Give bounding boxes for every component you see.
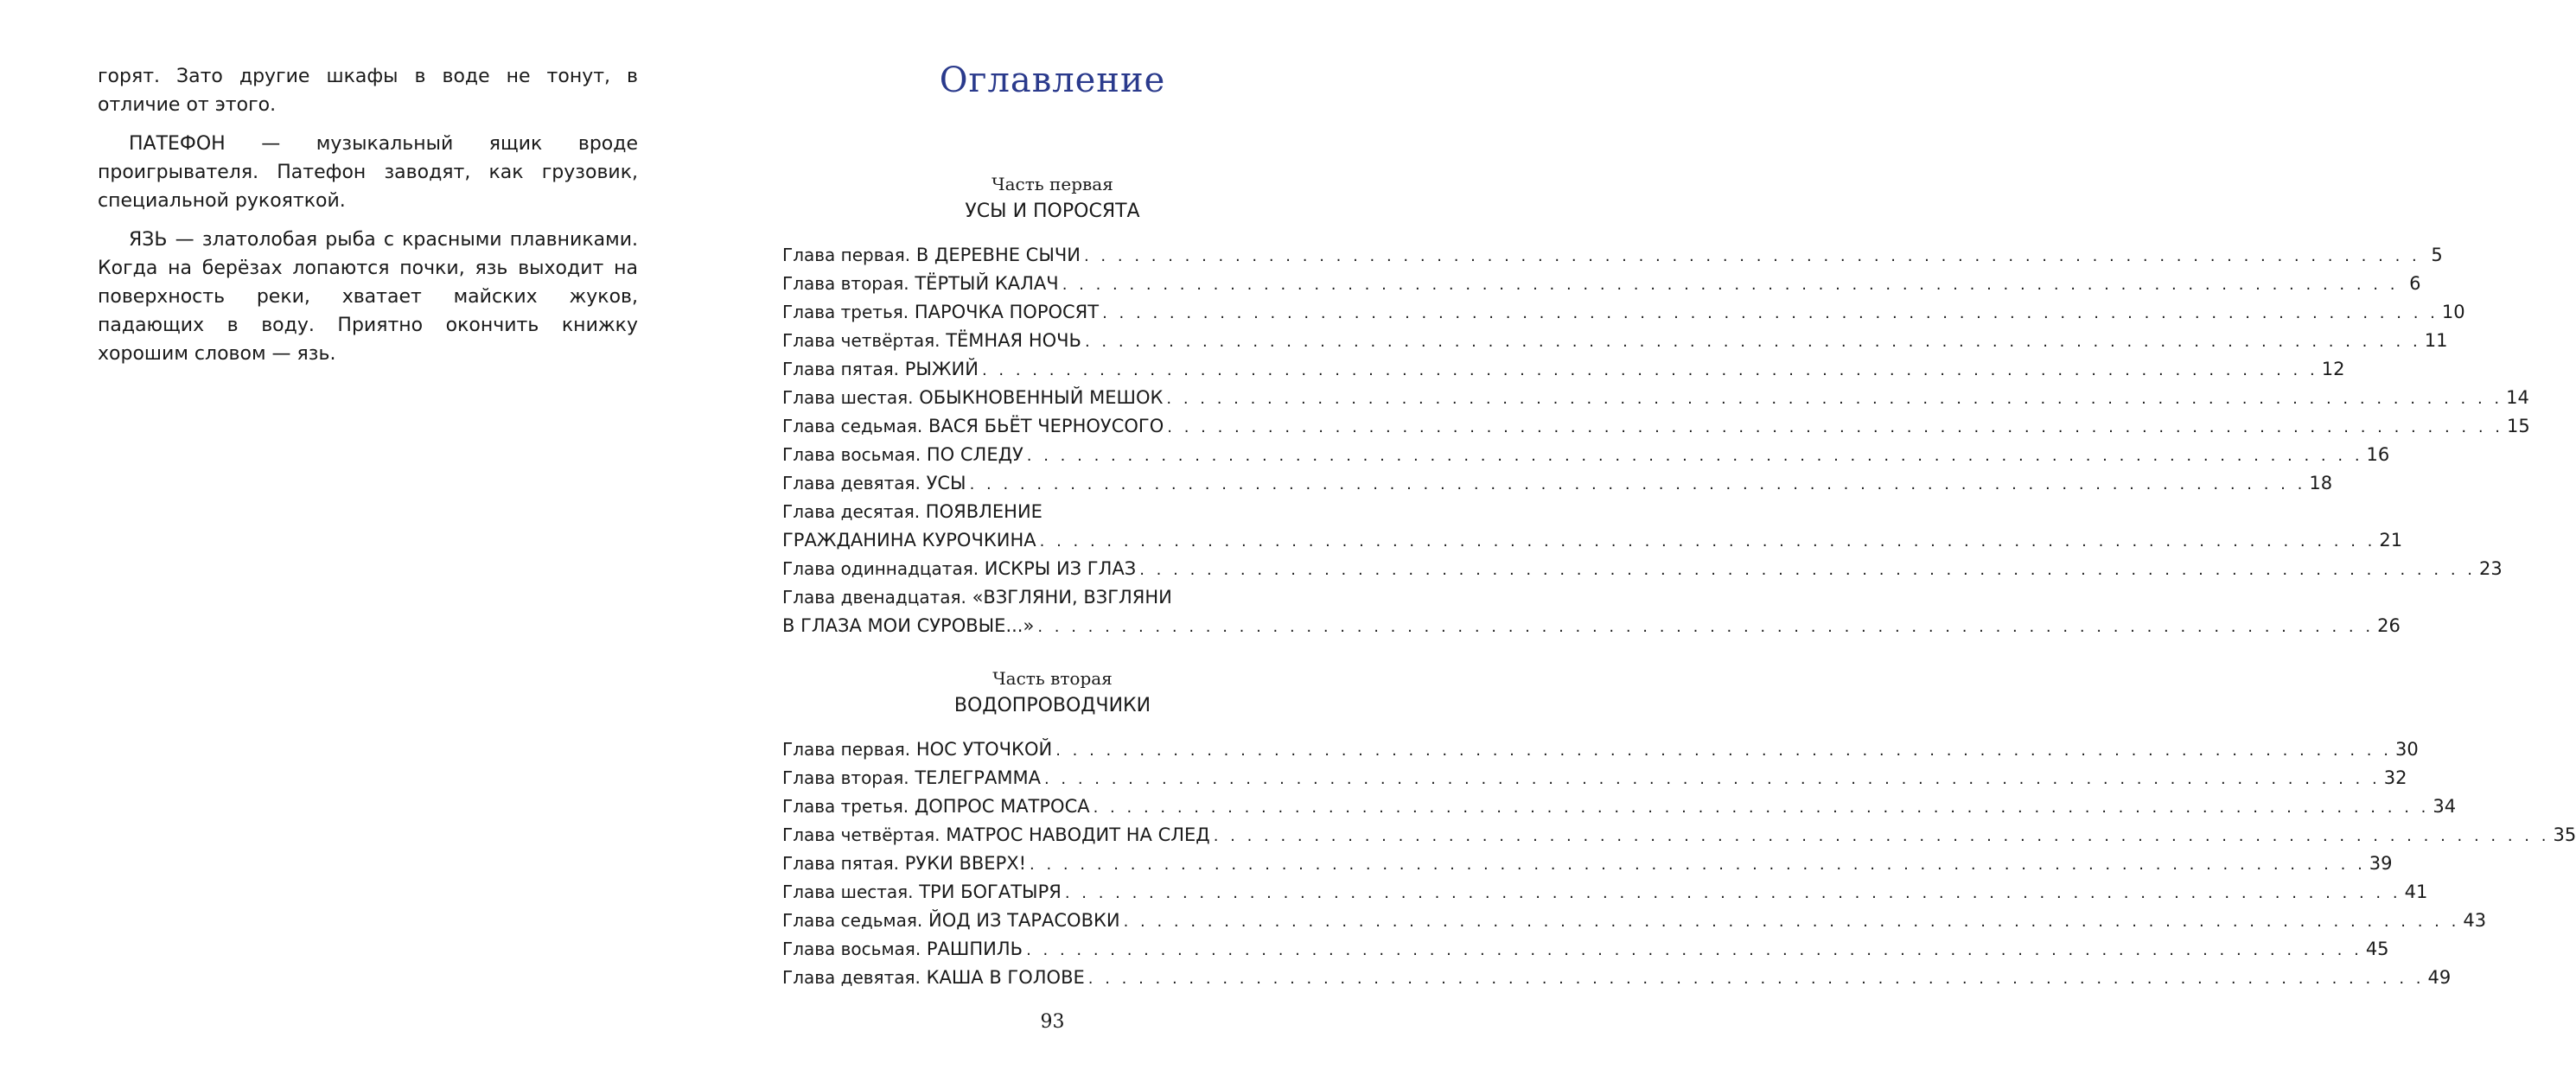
chapter-page: 34	[2433, 796, 2457, 817]
dot-leader: . . . . . . . . . . . . . . . . . . . . . . . . . . . . . . . . . . . . . . . . . . . . . . . . . . . . . . . . . . . . . . . . . . . . . . . . . . . . . . . .	[969, 475, 2306, 493]
dot-leader: . . . . . . . . . . . . . . . . . . . . . . . . . . . . . . . . . . . . . . . . . . . . . . . . . . . . . . . . . . . . . . . . . . . . . . . . . . . . . . . .	[1093, 799, 2430, 817]
chapter-page: 30	[2394, 739, 2419, 760]
chapter-title: РАШПИЛЬ	[926, 939, 1023, 959]
chapter-page: 43	[2463, 910, 2487, 931]
toc-entry[interactable]	[782, 555, 2503, 583]
dot-leader: . . . . . . . . . . . . . . . . . . . . . . . . . . . . . . . . . . . . . . . . . . . . . . . . . . . . . . . . . . . . . . . . . . . . . . . . . . . . . . . .	[1213, 827, 2550, 845]
dot-leader: . . . . . . . . . . . . . . . . . . . . . . . . . . . . . . . . . . . . . . . . . . . . . . . . . . . . . . . . . . . . . . . . . . . . . . . . . . . . . . . .	[1043, 770, 2381, 788]
chapter-page: 14	[2506, 387, 2529, 408]
dot-leader: . . . . . . . . . . . . . . . . . . . . . . . . . . . . . . . . . . . . . . . . . . . . . . . . . . . . . . . . . . . . . . . . . . . . . . . . . . . . . . . .	[1102, 304, 2439, 322]
chapter-title: ПО СЛЕДУ	[926, 444, 1023, 465]
chapter-page: 21	[2379, 530, 2403, 551]
chapter-page: 23	[2478, 558, 2503, 579]
paragraph-text: горят. Зато другие шкафы в воде не тонут, в отличие от этого.	[98, 66, 638, 116]
chapter-number: Глава седьмая.	[782, 910, 923, 931]
chapter-title: ДОПРОС МАТРОСА	[914, 796, 1090, 817]
part-two-title: ВОДОПРОВОДЧИКИ	[953, 695, 1151, 716]
chapter-number: Глава девятая.	[782, 967, 921, 988]
dot-leader: . . . . . . . . . . . . . . . . . . . . . . . . . . . . . . . . . . . . . . . . . . . . . . . . . . . . . . . . . . . . . . . . . . . . . . . . . . . . . . . .	[1123, 913, 2460, 931]
chapter-number: Глава вторая.	[782, 273, 909, 294]
chapter-title: ИСКРЫ ИЗ ГЛАЗ	[984, 558, 1137, 579]
chapter-title-line2: ГРАЖДАНИНА КУРОЧКИНА	[782, 530, 1036, 551]
chapter-number: Глава пятая.	[782, 359, 900, 379]
chapter-number: Глава девятая.	[782, 473, 921, 493]
chapter-page: 26	[2377, 615, 2401, 636]
glossary-entry-yaz	[98, 226, 638, 368]
chapter-number: Глава шестая.	[782, 387, 914, 408]
chapter-page: 16	[2366, 444, 2390, 465]
chapter-number: Глава пятая.	[782, 853, 900, 874]
toc-list-part-two	[782, 735, 2576, 992]
chapter-number: Глава двенадцатая.	[782, 587, 966, 608]
chapter-page: 12	[2321, 359, 2345, 379]
toc-entry[interactable]	[782, 907, 2487, 935]
dot-leader: . . . . . . . . . . . . . . . . . . . . . . . . . . . . . . . . . . . . . . . . . . . . . . . . . . . . . . . . . . . . . . . . . . . . . . . . . . . . . . . .	[1139, 561, 2476, 579]
toc-entry-continuation[interactable]	[782, 526, 2403, 555]
glossary-entry-patefon	[98, 130, 638, 215]
toc-entry[interactable]	[782, 441, 2390, 469]
dot-leader: . . . . . . . . . . . . . . . . . . . . . . . . . . . . . . . . . . . . . . . . . . . . . . . . . . . . . . . . . . . . . . . . . . . . . . . . . . . . . . . .	[1037, 618, 2375, 636]
dot-leader: . . . . . . . . . . . . . . . . . . . . . . . . . . . . . . . . . . . . . . . . . . . . . . . . . . . . . . . . . . . . . . . . . . . . . . . . . . . . . . . .	[1083, 247, 2420, 265]
dot-leader: . . . . . . . . . . . . . . . . . . . . . . . . . . . . . . . . . . . . . . . . . . . . . . . . . . . . . . . . . . . . . . . . . . . . . . . . . . . . . . . .	[1087, 970, 2425, 988]
chapter-title: НОС УТОЧКОЙ	[915, 739, 1053, 760]
chapter-number: Глава первая.	[782, 245, 911, 265]
chapter-page: 5	[2431, 245, 2443, 265]
toc-entry[interactable]	[782, 878, 2428, 907]
toc-entry[interactable]	[782, 241, 2443, 270]
left-page	[98, 62, 638, 379]
chapter-page: 32	[2383, 767, 2407, 788]
paragraph-continuation	[98, 62, 638, 119]
part-one-title: УСЫ И ПОРОСЯТА	[965, 200, 1140, 222]
dot-leader: . . . . . . . . . . . . . . . . . . . . . . . . . . . . . . . . . . . . . . . . . . . . . . . . . . . . . . . . . . . . . . . . . . . . . . . . . . . . . . . .	[1039, 532, 2376, 551]
chapter-page: 49	[2427, 967, 2452, 988]
page-number: 93	[1040, 1011, 1065, 1033]
dot-leader: . . . . . . . . . . . . . . . . . . . . . . . . . . . . . . . . . . . . . . . . . . . . . . . . . . . . . . . . . . . . . . . . . . . . . . . . . . . . . . . .	[1166, 390, 2503, 408]
toc-entry[interactable]	[782, 935, 2389, 964]
chapter-page: 18	[2309, 473, 2333, 493]
toc-entry[interactable]	[782, 469, 2333, 498]
chapter-title: УСЫ	[926, 473, 966, 493]
chapter-number: Глава седьмая.	[782, 416, 923, 436]
toc-entry[interactable]	[782, 355, 2345, 384]
toc-entry[interactable]	[782, 821, 2576, 850]
toc-entry[interactable]	[782, 270, 2421, 298]
dot-leader: . . . . . . . . . . . . . . . . . . . . . . . . . . . . . . . . . . . . . . . . . . . . . . . . . . . . . . . . . . . . . . . . . . . . . . . . . . . . . . . .	[1055, 741, 2392, 760]
chapter-page: 45	[2365, 939, 2389, 959]
chapter-title-line2: В ГЛАЗА МОИ СУРОВЫЕ...»	[782, 615, 1035, 636]
chapter-number: Глава десятая.	[782, 501, 921, 522]
chapter-title: ОБЫКНОВЕННЫЙ МЕШОК	[919, 387, 1164, 408]
toc-title: Оглавление	[939, 60, 1166, 100]
toc-entry[interactable]	[782, 298, 2465, 327]
chapter-title: РУКИ ВВЕРХ!	[904, 853, 1027, 874]
chapter-title: ТРИ БОГАТЫРЯ	[919, 882, 1062, 902]
dot-leader: . . . . . . . . . . . . . . . . . . . . . . . . . . . . . . . . . . . . . . . . . . . . . . . . . . . . . . . . . . . . . . . . . . . . . . . . . . . . . . . .	[1026, 941, 2362, 959]
toc-entry[interactable]	[782, 735, 2419, 764]
dot-leader: . . . . . . . . . . . . . . . . . . . . . . . . . . . . . . . . . . . . . . . . . . . . . . . . . . . . . . . . . . . . . . . . . . . . . . . . . . . . . . . .	[1084, 333, 2421, 351]
chapter-title: ТЁМНАЯ НОЧЬ	[946, 330, 1081, 351]
toc-list-part-one	[782, 241, 2530, 640]
dot-leader: . . . . . . . . . . . . . . . . . . . . . . . . . . . . . . . . . . . . . . . . . . . . . . . . . . . . . . . . . . . . . . . . . . . . . . . . . . . . . . . .	[1026, 447, 2363, 465]
chapter-number: Глава вторая.	[782, 767, 909, 788]
toc-entry[interactable]	[782, 412, 2530, 441]
chapter-number: Глава шестая.	[782, 882, 914, 902]
chapter-number: Глава третья.	[782, 796, 909, 817]
chapter-title: КАША В ГОЛОВЕ	[926, 967, 1085, 988]
toc-entry[interactable]	[782, 384, 2529, 412]
chapter-page: 11	[2424, 330, 2448, 351]
toc-entry[interactable]	[782, 964, 2452, 992]
toc-entry[interactable]	[782, 764, 2407, 792]
chapter-page: 35	[2553, 824, 2576, 845]
chapter-page: 39	[2369, 853, 2393, 874]
chapter-page: 10	[2441, 302, 2465, 322]
toc-entry[interactable]	[782, 583, 1323, 612]
dot-leader: . . . . . . . . . . . . . . . . . . . . . . . . . . . . . . . . . . . . . . . . . . . . . . . . . . . . . . . . . . . . . . . . . . . . . . . . . . . . . . . .	[1062, 276, 2399, 294]
chapter-title: РЫЖИЙ	[904, 359, 979, 379]
chapter-title: ВАСЯ БЬЁТ ЧЕРНОУСОГО	[928, 416, 1164, 436]
chapter-number: Глава четвёртая.	[782, 330, 940, 351]
toc-entry-continuation[interactable]	[782, 612, 2401, 640]
chapter-page: 15	[2507, 416, 2530, 436]
chapter-number: Глава восьмая.	[782, 444, 921, 465]
toc-entry[interactable]	[782, 498, 1323, 526]
chapter-title: ТЕЛЕГРАММА	[915, 767, 1041, 788]
dot-leader: . . . . . . . . . . . . . . . . . . . . . . . . . . . . . . . . . . . . . . . . . . . . . . . . . . . . . . . . . . . . . . . . . . . . . . . . . . . . . . . .	[981, 361, 2318, 379]
chapter-page: 41	[2404, 882, 2428, 902]
toc-entry[interactable]	[782, 327, 2448, 355]
part-one-label: Часть первая	[992, 174, 1113, 194]
toc-entry[interactable]	[782, 850, 2393, 878]
glossary-term: ПАТЕФОН	[129, 133, 226, 155]
chapter-number: Глава первая.	[782, 739, 911, 760]
glossary-term: ЯЗЬ	[129, 229, 168, 251]
chapter-title: ПАРОЧКА ПОРОСЯТ	[914, 302, 1100, 322]
chapter-number: Глава третья.	[782, 302, 909, 322]
glossary-definition: — музыкальный ящик вроде проигрывателя. Патефон заводят, как грузовик, специальной рукояткой.	[98, 133, 638, 212]
toc-entry[interactable]	[782, 792, 2457, 821]
dot-leader: . . . . . . . . . . . . . . . . . . . . . . . . . . . . . . . . . . . . . . . . . . . . . . . . . . . . . . . . . . . . . . . . . . . . . . . . . . . . . . . .	[1064, 884, 2401, 902]
dot-leader: . . . . . . . . . . . . . . . . . . . . . . . . . . . . . . . . . . . . . . . . . . . . . . . . . . . . . . . . . . . . . . . . . . . . . . . . . . . . . . . .	[1030, 856, 2366, 874]
dot-leader: . . . . . . . . . . . . . . . . . . . . . . . . . . . . . . . . . . . . . . . . . . . . . . . . . . . . . . . . . . . . . . . . . . . . . . . . . . . . . . . .	[1167, 418, 2503, 436]
chapter-title: МАТРОС НАВОДИТ НА СЛЕД	[946, 824, 1210, 845]
chapter-title: «ВЗГЛЯНИ, ВЗГЛЯНИ	[972, 587, 1172, 608]
part-two-label: Часть вторая	[992, 668, 1113, 689]
chapter-number: Глава четвёртая.	[782, 824, 940, 845]
chapter-page: 6	[2409, 273, 2421, 294]
chapter-number: Глава восьмая.	[782, 939, 921, 959]
chapter-title: В ДЕРЕВНЕ СЫЧИ	[915, 245, 1081, 265]
chapter-title: ПОЯВЛЕНИЕ	[925, 501, 1043, 522]
chapter-title: ТЁРТЫЙ КАЛАЧ	[915, 273, 1059, 294]
glossary-definition: — златолобая рыба с красными плавниками. Когда на берёзах лопаются почки, язь выходит на поверхность реки, хватает майских жуков, падающих в воду. Приятно окончить книжку хорошим словом — язь.	[98, 229, 638, 365]
chapter-number: Глава одиннадцатая.	[782, 558, 979, 579]
chapter-title: ЙОД ИЗ ТАРАСОВКИ	[928, 910, 1120, 931]
